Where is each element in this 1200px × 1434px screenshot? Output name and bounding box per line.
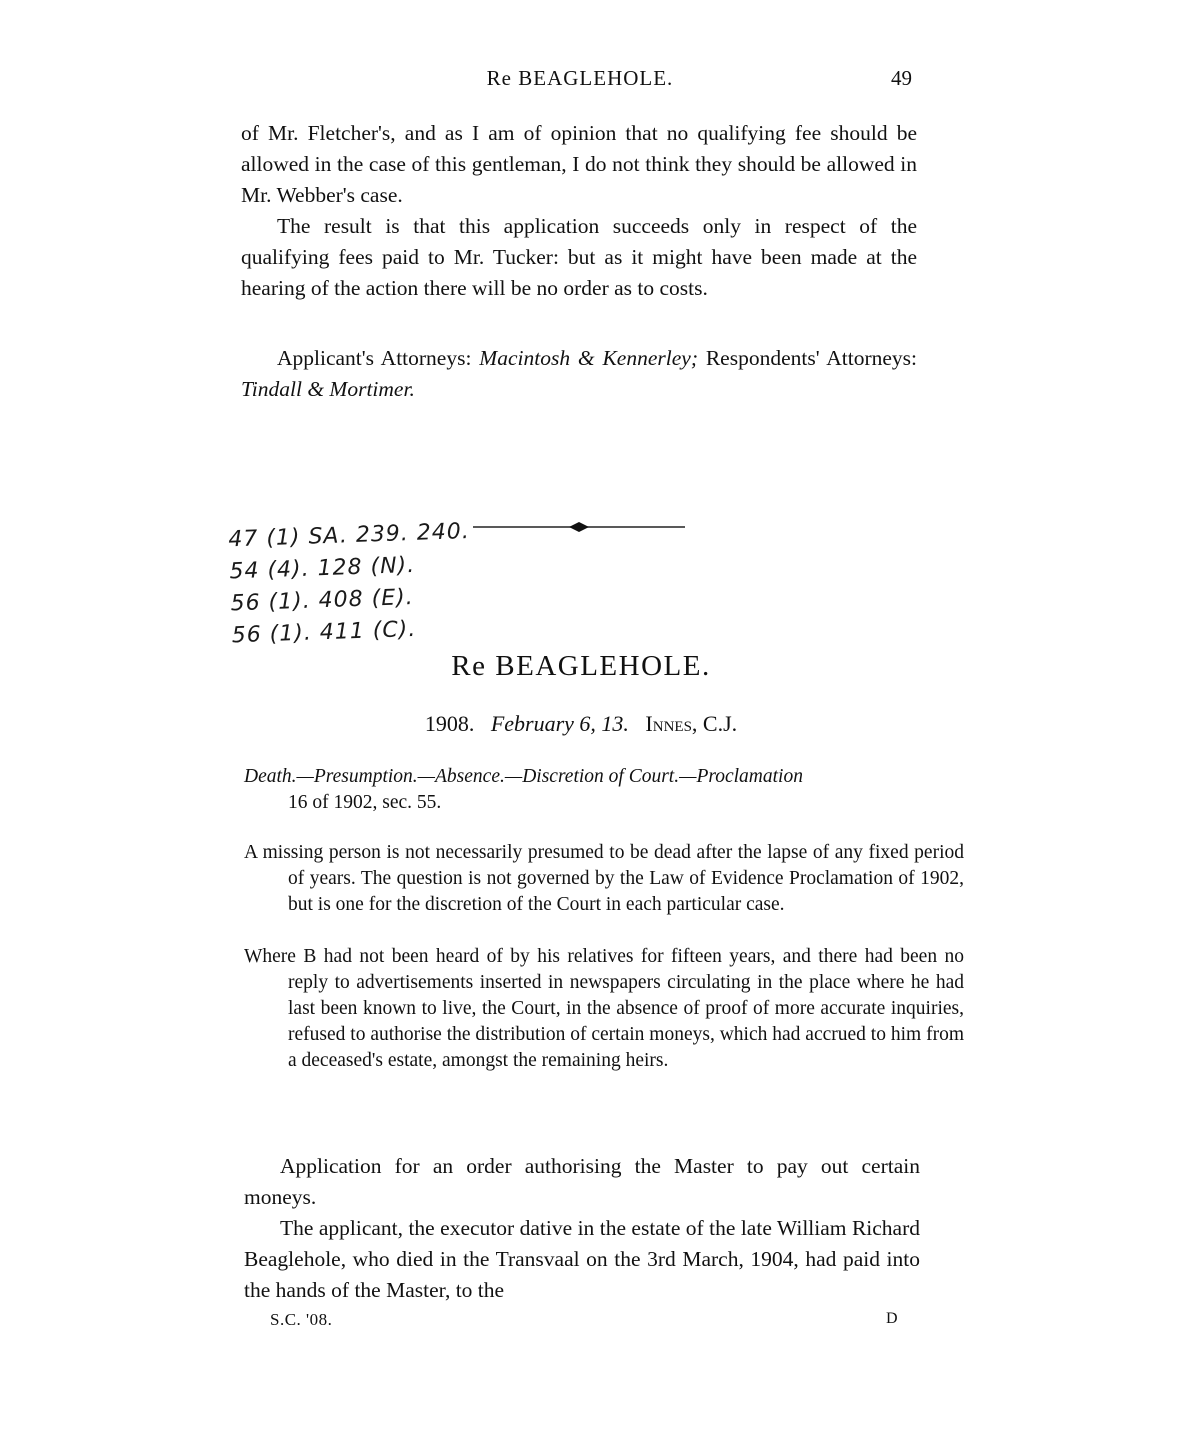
applicant-attorneys-label: Applicant's Attorneys: bbox=[277, 346, 472, 370]
case-year: 1908. bbox=[424, 711, 475, 736]
running-head bbox=[240, 66, 920, 96]
footer-signature: S.C. '08. bbox=[270, 1310, 333, 1329]
case-date-line bbox=[241, 711, 921, 737]
respondent-attorneys-label: Respondents' Attorneys: bbox=[705, 346, 918, 370]
catchwords-text: Death.—Presumption.—Absence.—Discretion of Court.—Proclamation bbox=[244, 766, 803, 787]
case-title: Re BEAGLEHOLE. bbox=[451, 650, 711, 682]
prev-case-paragraph-1: of Mr. Fletcher's, and as I am of opinion that no qualifying fee should be allowed in the case of this gentleman, I do not think they should be allowed in Mr. Webber's case. bbox=[241, 121, 917, 207]
page-number: 49 bbox=[891, 66, 912, 90]
footer-signature-letter: D bbox=[886, 1310, 898, 1327]
case-dates: February 6, 13. bbox=[490, 711, 629, 736]
body-paragraph-1: Application for an order authorising the Master to pay out certain moneys. bbox=[244, 1154, 920, 1209]
handwritten-line: 56 (1). 411 (C). bbox=[231, 616, 417, 649]
body-paragraph-2: The applicant, the executor dative in the estate of the late William Richard Beaglehole, who died in the Transvaal on the 3rd March, 1904, had paid into the hands of the Master, to the bbox=[244, 1216, 920, 1302]
section-divider-ornament bbox=[473, 515, 685, 539]
running-head-title: Re BEAGLEHOLE. bbox=[486, 66, 674, 90]
attorneys-line bbox=[241, 343, 917, 405]
handwritten-line: 54 (4). 128 (N). bbox=[229, 552, 416, 585]
applicant-attorneys-firm: Macintosh & Kennerley; bbox=[479, 346, 698, 370]
handwritten-line: 47 (1) SA. 239. 240. bbox=[227, 518, 471, 553]
prev-case-paragraph-2: The result is that this application succeeds only in respect of the qualifying fees paid to Mr. Tucker: but as it might have been made at the hearing of the action there will be no order as to costs. bbox=[241, 214, 917, 300]
respondent-attorneys-firm: Tindall & Mortimer. bbox=[241, 377, 415, 401]
headnote-1: A missing person is not necessarily presumed to be dead after the lapse of any fixed period of years. The question is not governed by the Law of Evidence Proclamation of 1902, but is one for the discretion of the Court in each particular case. bbox=[244, 842, 964, 915]
case-judge: Innes, C.J. bbox=[645, 711, 738, 736]
handwritten-annotations bbox=[228, 516, 482, 653]
headnote-2: Where B had not been heard of by his relatives for fifteen years, and there had been no reply to advertisements inserted in newspapers circulating in the place where he had last been known to live, the Court, in the absence of proof of more accurate inquiries, refused to authorise the distribution of certain moneys, which had accrued to him from a deceased's estate, amongst the remaining heirs. bbox=[244, 946, 964, 1071]
catchwords bbox=[244, 764, 964, 816]
handwritten-line: 56 (1). 408 (E). bbox=[230, 584, 415, 617]
catchwords-reference: 16 of 1902, sec. 55. bbox=[288, 792, 442, 813]
